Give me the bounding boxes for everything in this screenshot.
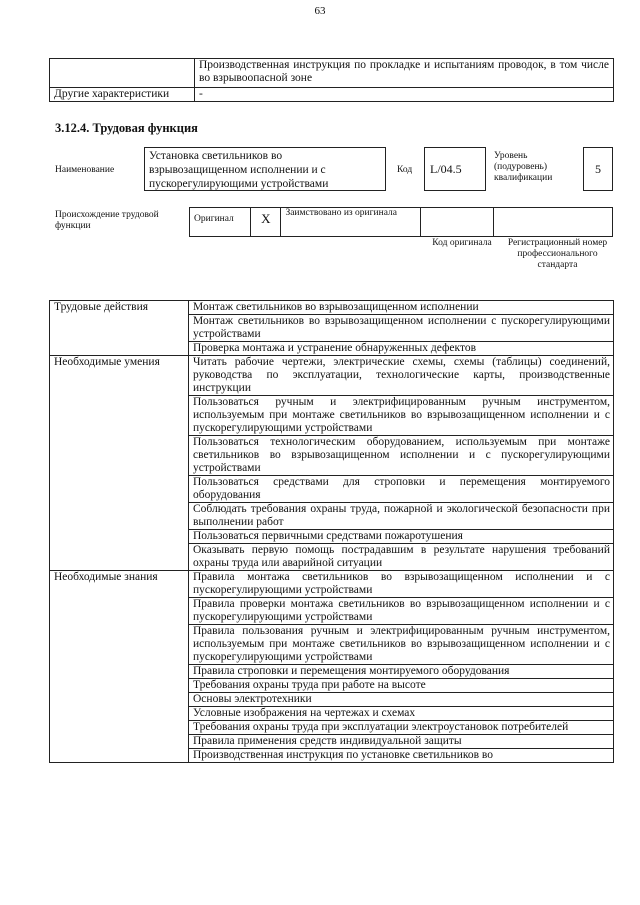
list-item: Пользоваться технологическим оборудованием, используемым при монтаже светильников во взрывозащищенном исполнении и с пускорегулирующими устройствами	[189, 436, 614, 476]
section-title: 3.12.4. Трудовая функция	[55, 121, 198, 135]
original-mark: X	[251, 208, 281, 237]
section-label-skills: Необходимые умения	[50, 356, 189, 571]
main-table	[49, 300, 614, 763]
code-label: Код	[397, 165, 413, 175]
table-row	[50, 356, 614, 396]
top-table-empty-cell	[50, 59, 195, 88]
level-label: Уровень (подуровень) квалификации	[494, 151, 553, 183]
original-label: Оригинал	[190, 208, 251, 237]
section-label-labor-actions: Трудовые действия	[50, 301, 189, 356]
list-item: Правила применения средств индивидуальной защиты	[189, 735, 614, 749]
list-item: Правила проверки монтажа светильников во взрывозащищенном исполнении и с пускорегулирующими устройствами	[189, 598, 614, 625]
level-value: 5	[583, 147, 613, 191]
code-value: L/04.5	[424, 147, 486, 191]
other-characteristics-value: -	[195, 88, 614, 102]
origin-label: Происхождение трудовой функции	[55, 210, 159, 231]
top-table-row1-text: Производственная инструкция по прокладке и испытаниям проводок, в том числе во взрывоопасной зоне	[195, 59, 614, 88]
code-original-cell	[420, 208, 494, 237]
list-item: Пользоваться ручным и электрифицированным ручным инструментом, используемым при монтаже светильников во взрывозащищенном исполнении и с пускорегулирующими устройствами	[189, 396, 614, 436]
list-item: Монтаж светильников во взрывозащищенном исполнении с пускорегулирующими устройствами	[189, 315, 614, 342]
top-table	[49, 58, 614, 102]
borrowed-label: Заимствовано из оригинала	[281, 208, 420, 237]
list-item: Производственная инструкция по установке светильников во	[189, 749, 614, 763]
list-item: Пользоваться первичными средствами пожаротушения	[189, 530, 614, 544]
list-item: Читать рабочие чертежи, электрические схемы, схемы (таблицы) соединений, руководства по эксплуатации, технологические карты, производственные инструкции	[189, 356, 614, 396]
section-label-knowledge: Необходимые знания	[50, 571, 189, 763]
code-original-label: Код оригинала	[432, 238, 492, 248]
list-item: Требования охраны труда при работе на высоте	[189, 679, 614, 693]
list-item: Монтаж светильников во взрывозащищенном исполнении	[189, 301, 614, 315]
list-item: Условные изображения на чертежах и схемах	[189, 707, 614, 721]
reg-number-label: Регистрационный номер профессионального стандарта	[507, 238, 608, 270]
name-value: Установка светильников во взрывозащищенном исполнении и с пускорегулирующими устройствами	[144, 147, 386, 191]
table-row	[50, 301, 614, 315]
other-characteristics-label: Другие характеристики	[50, 88, 195, 102]
list-item: Правила строповки и перемещения монтируемого оборудования	[189, 665, 614, 679]
list-item: Основы электротехники	[189, 693, 614, 707]
list-item: Проверка монтажа и устранение обнаруженных дефектов	[189, 342, 614, 356]
list-item: Оказывать первую помощь пострадавшим в результате нарушения требований охраны труда или аварийной ситуации	[189, 544, 614, 571]
list-item: Требования охраны труда при эксплуатации электроустановок потребителей	[189, 721, 614, 735]
page-number: 63	[314, 5, 326, 17]
table-row	[50, 571, 614, 598]
name-label: Наименование	[55, 165, 115, 175]
origin-table	[189, 207, 613, 237]
reg-number-cell	[494, 208, 613, 237]
list-item: Правила монтажа светильников во взрывозащищенном исполнении и с пускорегулирующими устройствами	[189, 571, 614, 598]
list-item: Правила пользования ручным и электрифицированным ручным инструментом, используемым при монтаже светильников во взрывозащищенном исполнении и с пускорегулирующими устройствами	[189, 625, 614, 665]
list-item: Соблюдать требования охраны труда, пожарной и экологической безопасности при выполнении работ	[189, 503, 614, 530]
list-item: Пользоваться средствами для строповки и перемещения монтируемого оборудования	[189, 476, 614, 503]
